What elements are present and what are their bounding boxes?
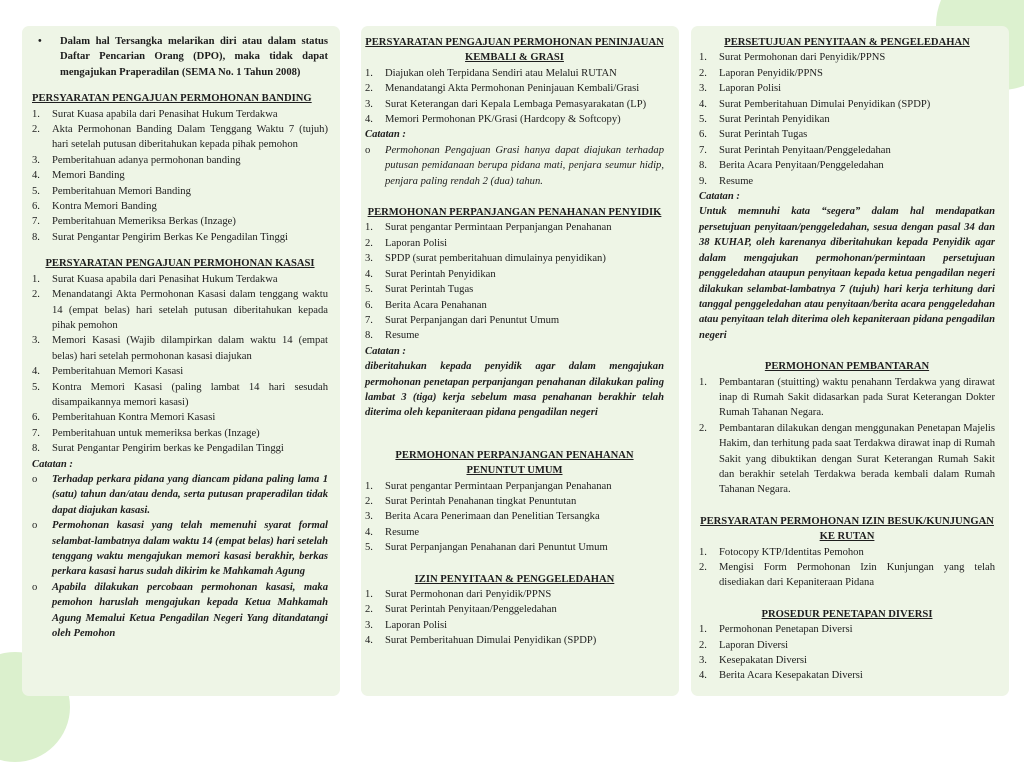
- item-number: 7.: [32, 216, 40, 228]
- list-item: [699, 158, 995, 173]
- note-text: Apabila dilakukan percobaan permohonan kasasi, maka pemohon haruslah mengajukan kepada Ketua Mahkamah Agung Memalui Ketua Pengadilan Negeri Yang ditandatangi oleh Pemohon: [52, 581, 328, 640]
- item-number: 8.: [365, 330, 373, 342]
- penuntut-umum-heading: PERMOHONAN PERPANJANGAN PENAHANAN PENUNTUT UMUM: [395, 449, 634, 477]
- item-text: Surat Perpanjangan Penahanan dari Penuntut Umum: [385, 542, 608, 554]
- list-item: [365, 618, 664, 633]
- list-item: [699, 97, 995, 112]
- column-left: [22, 26, 340, 696]
- item-text: Laporan Polisi: [385, 619, 448, 631]
- item-number: 6.: [699, 129, 707, 141]
- item-text: Surat pengantar Permintaan Perpanjangan Penahanan: [385, 222, 612, 234]
- item-number: 4.: [365, 635, 373, 647]
- list-item: [32, 107, 328, 122]
- list-item: [699, 50, 995, 65]
- list-item: [365, 540, 664, 555]
- dpo-text: Dalam hal Tersangka melarikan diri atau dalam status Daftar Pencarian Orang (DPO), maka tidak dapat mengajukan Praperadilan (SEMA No. 1 Tahun 2008): [60, 36, 328, 78]
- item-text: Memori Kasasi (Wajib dilampirkan dalam waktu 14 (empat belas) hari setelah permohonan kasasi diajukan: [52, 335, 328, 362]
- note-bullet: o: [32, 520, 38, 532]
- item-text: Surat Perintah Penahanan tingkat Penuntutan: [385, 495, 577, 507]
- list-item: [699, 375, 995, 421]
- note-item: [32, 580, 328, 642]
- list-item: [365, 236, 664, 251]
- item-text: Laporan Penyidik/PPNS: [719, 67, 823, 79]
- item-text: Surat Kuasa apabila dari Penasihat Hukum Terdakwa: [52, 108, 278, 120]
- item-number: 7.: [365, 314, 373, 326]
- item-text: Memori Permohonan PK/Grasi (Hardcopy & Softcopy): [385, 114, 621, 126]
- kasasi-list: [32, 272, 328, 457]
- item-text: Pembantaran dilakukan dengan menggunakan Penetapan Majelis Hakim, dan terhitung pada saat Terdakwa dirawat inap di Rumah Sakit yang dibuktikan dengan Surat Keterangan Rumah Sakit dan berakhir setelah Terdakwa berada kembali dalam Rumah Tahanan Negara.: [719, 422, 995, 496]
- kasasi-notes: [32, 472, 328, 641]
- item-number: 3.: [32, 154, 40, 166]
- penuntut-umum-list: [365, 479, 664, 556]
- list-item: [365, 66, 664, 81]
- pk-grasi-heading: PERSYARATAN PENGAJUAN PERMOHONAN PENINJAUAN KEMBALI & GRASI: [365, 37, 664, 64]
- banding-heading: PERSYARATAN PENGAJUAN PERMOHONAN BANDING: [32, 93, 312, 105]
- item-text: Surat pengantar Permintaan Perpanjangan Penahanan: [385, 480, 612, 492]
- item-text: Mengisi Form Permohonan Izin Kunjungan yang telah disediakan dari Kepaniteraan Pidana: [719, 562, 995, 589]
- item-number: 5.: [365, 284, 373, 296]
- item-text: Menandatangi Akta Permohonan Kasasi dalam tenggang waktu 14 (empat belas) hari setelah putusan diberitahukan kepada pihak pemohon: [52, 289, 328, 331]
- item-number: 3.: [365, 253, 373, 265]
- list-item: [32, 441, 328, 456]
- item-number: 4.: [32, 366, 40, 378]
- item-text: Memori Banding: [52, 170, 125, 182]
- item-number: 1.: [32, 273, 40, 285]
- kasasi-heading: PERSYARATAN PENGAJUAN PERMOHONAN KASASI: [45, 258, 315, 270]
- item-text: Pemberitahuan Memeriksa Berkas (Inzage): [52, 216, 236, 228]
- item-number: 1.: [699, 546, 707, 558]
- item-number: 5.: [699, 114, 707, 126]
- izin-penyitaan-heading: IZIN PENYITAAN & PENGGELEDAHAN: [414, 573, 615, 585]
- item-text: Akta Permohonan Banding Dalam Tenggang Waktu 7 (tujuh) hari setelah putusan diberitahukan kepada pihak pemohon: [52, 124, 328, 151]
- item-text: Berita Acara Penyitaan/Penggeledahan: [719, 160, 884, 172]
- note-item: [32, 518, 328, 580]
- list-item: [365, 313, 664, 328]
- list-item: [32, 410, 328, 425]
- item-number: 4.: [365, 526, 373, 538]
- item-text: Surat Perintah Penyitaan/Penggeledahan: [385, 604, 557, 616]
- item-number: 5.: [365, 542, 373, 554]
- list-item: [32, 122, 328, 153]
- list-item: [365, 112, 664, 127]
- izin-besuk-list: [699, 545, 995, 591]
- item-text: Surat Pemberitahuan Dimulai Penyidikan (SPDP): [385, 635, 597, 647]
- item-text: Surat Pemberitahuan Dimulai Penyidikan (SPDP): [719, 98, 931, 110]
- persetujuan-note: Untuk memnuhi kata “segera” dalam hal mendapatkan persetujuan penyitaan/penggeledahan, sesua dengan pasal 34 dan 38 KUHAP, oleh karenanya diberitahukan kepada Penyidik agar dalam mengajukan permohonan/permintaan persetujuan penggeledahan ataupun penyitaan kepada ketua pengadilan negeri dilakukan selambat-lambatnya 7 (tujuh) hari kerja terhitung dari tanggal penggeledahan atau penyitaan/berita acara penggeledahan atau penyitaan telah diterima oleh kepaniteraan pidana pengadilan negeri: [699, 206, 995, 341]
- item-number: 6.: [32, 412, 40, 424]
- catatan-label: Catatan :: [32, 458, 73, 470]
- list-item: [365, 220, 664, 235]
- note-text: Permohonan kasasi yang telah memenuhi syarat formal selambat-lambatnya dalam waktu 14 (empat belas) hari setelah tenggang waktu mengajukan memori kasasi berakhir, berkas perkara kasasi harus sudah dikirim ke Mahkamah Agung: [52, 520, 328, 578]
- penyidik-catatan-label: Catatan :: [365, 345, 406, 357]
- item-text: Berita Acara Penerimaan dan Penelitian Tersangka: [385, 511, 600, 523]
- item-text: Resume: [719, 175, 754, 187]
- list-item: [699, 81, 995, 96]
- penyidik-list: [365, 220, 664, 343]
- list-item: [32, 426, 328, 441]
- item-text: Surat Perintah Penyitaan/Penggeledahan: [719, 144, 891, 156]
- list-item: [365, 282, 664, 297]
- note-item: [32, 472, 328, 518]
- item-number: 9.: [699, 175, 707, 187]
- item-number: 4.: [32, 170, 40, 182]
- item-text: Surat Perintah Penyidikan: [385, 268, 496, 280]
- item-number: 2.: [699, 422, 707, 434]
- pk-grasi-list: [365, 66, 664, 128]
- list-item: [365, 328, 664, 343]
- list-item: [365, 509, 664, 524]
- item-text: Pemberitahuan Memori Banding: [52, 185, 191, 197]
- item-text: Pemberitahuan adanya permohonan banding: [52, 154, 241, 166]
- pk-note-text: Permohonan Pengajuan Grasi hanya dapat diajukan terhadap putusan pemidanaan berupa pidana mati, penjara seumur hidip, penjara paling rendah 2 (dua) tahun.: [385, 144, 664, 187]
- item-number: 6.: [365, 299, 373, 311]
- item-number: 1.: [365, 589, 373, 600]
- list-item: [365, 251, 664, 266]
- list-item: [32, 364, 328, 379]
- persetujuan-heading: PERSETUJUAN PENYITAAN & PENGELEDAHAN: [724, 37, 970, 48]
- item-text: Kesepakatan Diversi: [719, 655, 807, 667]
- list-item: [32, 380, 328, 411]
- bullet: •: [38, 36, 42, 47]
- banding-list: [32, 107, 328, 246]
- list-item: [699, 174, 995, 189]
- item-text: Surat Permohonan dari Penyidik/PPNS: [385, 589, 552, 600]
- item-text: Surat Perpanjangan dari Penuntut Umum: [385, 314, 560, 326]
- persetujuan-catatan-label: Catatan :: [699, 191, 740, 203]
- item-number: 2.: [365, 237, 373, 249]
- item-text: Surat Perintah Penyidikan: [719, 114, 830, 126]
- list-item: [699, 653, 995, 668]
- list-item: [32, 333, 328, 364]
- item-number: 2.: [699, 67, 707, 79]
- item-number: 1.: [32, 108, 40, 120]
- list-item: [365, 81, 664, 96]
- item-number: 2.: [32, 289, 40, 301]
- column-middle: [361, 26, 679, 696]
- item-number: 8.: [32, 231, 40, 243]
- item-number: 3.: [365, 619, 373, 631]
- item-text: Laporan Polisi: [385, 237, 448, 249]
- list-item: [32, 184, 328, 199]
- list-item: [699, 421, 995, 498]
- item-number: 1.: [699, 376, 707, 388]
- item-number: 4.: [699, 670, 707, 682]
- item-number: 4.: [365, 268, 373, 280]
- list-item: [32, 230, 328, 245]
- pk-catatan-label: Catatan :: [365, 129, 406, 141]
- item-text: Surat Pengantar Pengirim Berkas Ke Pengadilan Tinggi: [52, 231, 288, 243]
- list-item: [32, 272, 328, 287]
- list-item: [32, 153, 328, 168]
- pk-note: [365, 143, 664, 189]
- list-item: [699, 127, 995, 142]
- item-text: Berita Acara Kesepakatan Diversi: [719, 670, 863, 682]
- list-item: [699, 112, 995, 127]
- list-item: [365, 479, 664, 494]
- list-item: [365, 633, 664, 648]
- list-item: [365, 298, 664, 313]
- list-item: [365, 525, 664, 540]
- item-number: 7.: [32, 427, 40, 439]
- item-text: Berita Acara Penahanan: [385, 299, 487, 311]
- item-number: 1.: [699, 624, 707, 636]
- item-text: Pemberitahuan Memori Kasasi: [52, 366, 184, 378]
- item-number: 3.: [699, 83, 707, 95]
- penyidik-note: diberitahukan kepada penyidik agar dalam mengajukan permohonan penetapan perpanjangan penahanan dilakukan paling lambat 3 (tiga) kerja sebelum masa penahanan berakhir telah diterima oleh kepaniteraan pidana pengadilan negeri: [365, 361, 664, 419]
- list-item: [699, 560, 995, 591]
- item-number: 2.: [365, 495, 373, 507]
- item-number: 4.: [365, 114, 373, 126]
- item-text: Surat Perintah Tugas: [385, 284, 474, 296]
- list-item: [699, 545, 995, 560]
- item-number: 5.: [32, 185, 40, 197]
- item-number: 3.: [365, 98, 373, 110]
- item-number: 2.: [699, 639, 707, 651]
- izin-besuk-heading: PERSYARATAN PERMOHONAN IZIN BESUK/KUNJUNGAN KE RUTAN: [700, 515, 994, 543]
- item-text: Resume: [385, 330, 420, 342]
- item-number: 2.: [32, 124, 40, 136]
- list-item: [699, 668, 995, 683]
- list-item: [32, 287, 328, 333]
- item-number: 1.: [365, 67, 373, 79]
- item-number: 3.: [699, 655, 707, 667]
- list-item: [365, 587, 664, 602]
- item-number: 2.: [699, 562, 707, 573]
- item-number: 1.: [365, 480, 373, 492]
- item-text: Laporan Diversi: [719, 639, 789, 651]
- list-item: [699, 638, 995, 653]
- persetujuan-list: [699, 50, 995, 189]
- list-item: [32, 199, 328, 214]
- item-text: Surat Pengantar Pengirim berkas ke Pengadilan Tinggi: [52, 443, 284, 455]
- item-text: Surat Kuasa apabila dari Penasihat Hukum Terdakwa: [52, 273, 278, 285]
- item-text: Resume: [385, 526, 420, 538]
- item-text: Surat Keterangan dari Kepala Lembaga Pemasyarakatan (LP): [385, 98, 647, 110]
- list-item: [365, 494, 664, 509]
- pembantaran-list: [699, 375, 995, 498]
- item-number: 2.: [365, 83, 373, 95]
- item-number: 8.: [699, 160, 707, 172]
- item-text: Pemberitahuan Kontra Memori Kasasi: [52, 412, 216, 424]
- item-number: 3.: [32, 335, 40, 347]
- note-bullet: o: [365, 144, 371, 156]
- item-number: 8.: [32, 443, 40, 455]
- item-number: 2.: [365, 604, 373, 616]
- list-item: [699, 143, 995, 158]
- item-number: 6.: [32, 201, 40, 213]
- item-text: Menandatangi Akta Permohonan Peninjauan Kembali/Grasi: [385, 83, 640, 95]
- list-item: [32, 168, 328, 183]
- item-text: Pemberitahuan untuk memeriksa berkas (Inzage): [52, 427, 260, 439]
- item-text: Surat Permohonan dari Penyidik/PPNS: [719, 52, 886, 64]
- item-number: 1.: [699, 52, 707, 64]
- item-text: Kontra Memori Banding: [52, 201, 157, 213]
- penyidik-heading: PERMOHONAN PERPANJANGAN PENAHANAN PENYIDIK: [367, 207, 662, 219]
- column-right: [691, 26, 1009, 696]
- item-text: Permohonan Penetapan Diversi: [719, 624, 853, 636]
- list-item: [699, 66, 995, 81]
- item-text: Surat Perintah Tugas: [719, 129, 808, 141]
- diversi-heading: PROSEDUR PENETAPAN DIVERSI: [761, 608, 933, 620]
- item-number: 7.: [699, 144, 707, 156]
- pembantaran-heading: PERMOHONAN PEMBANTARAN: [764, 361, 930, 373]
- list-item: [32, 214, 328, 229]
- item-text: SPDP (surat pemberitahuan dimulainya penyidikan): [385, 253, 606, 265]
- item-text: Pembantaran (stuitting) waktu penahann Terdakwa yang dirawat inap di Rumah Sakit didasarkan pada Surat Keterangan Dokter Rumah Tahanan Negara.: [719, 376, 995, 419]
- item-number: 4.: [699, 98, 707, 110]
- list-item: [365, 97, 664, 112]
- list-item: [699, 622, 995, 637]
- list-item: [365, 602, 664, 617]
- list-item: [365, 267, 664, 282]
- diversi-list: [699, 622, 995, 684]
- izin-penyitaan-list: [365, 587, 664, 649]
- note-bullet: o: [32, 473, 38, 485]
- item-text: Laporan Polisi: [719, 83, 782, 95]
- item-number: 1.: [365, 222, 373, 234]
- item-text: Diajukan oleh Terpidana Sendiri atau Melalui RUTAN: [385, 67, 617, 79]
- note-bullet: o: [32, 581, 38, 593]
- note-text: Terhadap perkara pidana yang diancam pidana paling lama 1 (satu) tahun dan/atau denda, serta putusan praperadilan tidak dapat diajukan kasasi.: [52, 473, 328, 516]
- item-text: Fotocopy KTP/Identitas Pemohon: [719, 546, 864, 558]
- item-number: 3.: [365, 511, 373, 523]
- dpo-note: [32, 34, 328, 80]
- item-number: 5.: [32, 381, 40, 393]
- item-text: Kontra Memori Kasasi (paling lambat 14 hari sesudah disampaikannya memori kasasi): [52, 381, 328, 408]
